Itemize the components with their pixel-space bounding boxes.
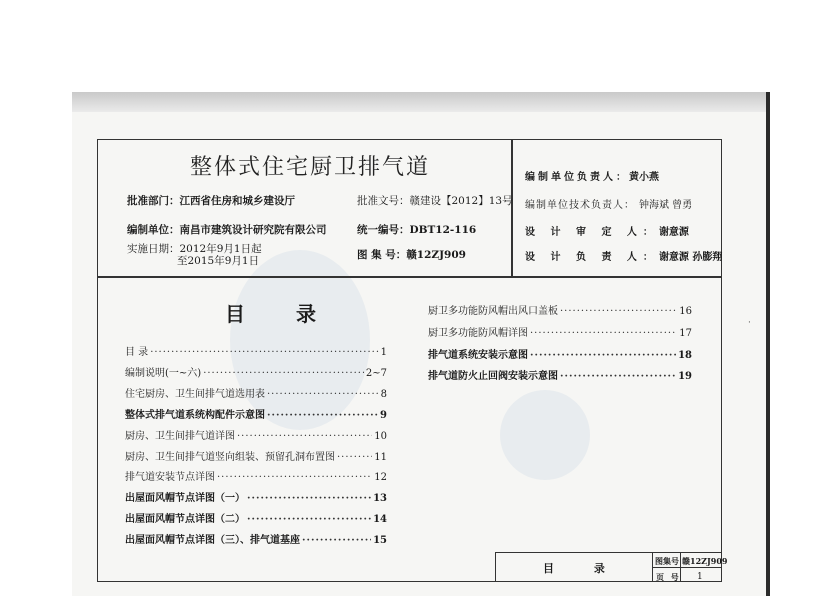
responsible-value: 钟海斌 曾勇 — [639, 200, 693, 211]
toc-entry-title: 出屋面风帽节点详图（一） — [125, 493, 245, 505]
footer-page-value: 1 — [697, 572, 703, 582]
responsible-label: 设 计 审 定 人： — [525, 227, 659, 238]
compiler-value: 南昌市建筑设计研究院有限公司 — [179, 224, 327, 236]
footer-atlas-label: 图集号 — [655, 556, 679, 566]
toc-entry — [125, 343, 387, 358]
approval-doc-line — [357, 193, 513, 208]
toc-entry-title: 整体式排气道系统构配件示意图 — [125, 409, 265, 421]
toc-leader-dots — [302, 535, 371, 546]
approval-label: 批准部门： — [127, 195, 180, 207]
toc-leader-dots — [150, 347, 378, 358]
toc-entry-page: 12 — [374, 472, 387, 484]
toc-entry — [125, 468, 387, 483]
toc-entry — [428, 324, 692, 339]
toc-entry — [125, 427, 387, 442]
effective-label: 实施日期： — [127, 243, 180, 255]
unified-no-label: 统一编号： — [357, 224, 410, 236]
footer-atlas-value: 赣12ZJ909 — [682, 556, 728, 566]
toc-entry-page: 13 — [373, 493, 387, 505]
toc-leader-dots — [267, 389, 379, 400]
toc-entry-title: 出屋面风帽节点详图（二） — [125, 514, 245, 526]
toc-leader-dots — [203, 368, 364, 379]
toc-entry — [125, 531, 387, 546]
toc-entry-title: 厨卫多功能防风帽出风口盖板 — [428, 306, 558, 317]
toc-entry-title: 排气道安装节点详图 — [125, 472, 215, 484]
toc-leader-dots — [247, 493, 371, 504]
scan-speck: · — [748, 318, 751, 328]
responsible-reviewer — [525, 223, 689, 238]
responsible-value: 谢意源 — [658, 227, 689, 238]
toc-heading: 目 录 — [225, 302, 338, 326]
toc-entry — [125, 489, 387, 504]
effective-from: 2012年9月1日起 — [179, 243, 262, 255]
scan-edge — [766, 92, 770, 596]
toc-entry — [125, 364, 387, 379]
footer-page-label: 页 号 — [656, 572, 681, 582]
responsible-designer — [525, 248, 722, 263]
toc-entry-title: 排气道防火止回阀安装示意图 — [428, 371, 558, 383]
toc-entry-page: 17 — [679, 327, 692, 339]
approval-value: 江西省住房和城乡建设厅 — [179, 195, 295, 207]
toc-entry-page: 10 — [374, 430, 387, 442]
toc-entry-title: 编制说明(一~六) — [125, 367, 202, 379]
toc-leader-dots — [560, 306, 677, 317]
responsible-label: 编制单位负责人： — [525, 172, 629, 183]
toc-leader-dots — [560, 371, 676, 382]
unified-no-line — [357, 222, 476, 237]
responsible-label: 编制单位技术负责人： — [525, 200, 635, 211]
toc-entry-page: 1 — [380, 347, 387, 358]
toc-entry-title: 排气道系统安装示意图 — [428, 349, 528, 361]
approval-doc-value: 赣建设【2012】13号 — [409, 195, 513, 207]
toc-entry — [428, 346, 692, 361]
toc-entry-page: 8 — [380, 388, 387, 400]
footer-title: 目 录 — [543, 562, 623, 575]
atlas-no-label: 图 集 号： — [357, 249, 407, 261]
toc-leader-dots — [247, 514, 371, 525]
toc-entry-page: 11 — [374, 451, 387, 463]
responsible-compiler — [525, 168, 659, 183]
toc-entry — [428, 367, 692, 382]
responsible-value: 黄小燕 — [629, 172, 659, 183]
approval-line — [127, 193, 295, 208]
toc-entry-page: 9 — [380, 409, 387, 421]
toc-leader-dots — [337, 452, 372, 463]
effective-to: 至2015年9月1日 — [177, 255, 260, 267]
toc-entry-title: 住宅厨房、卫生间排气道选用表 — [125, 388, 265, 400]
header-column-divider — [511, 139, 513, 277]
toc-entry-title: 出屋面风帽节点详图（三）、排气道基座 — [125, 535, 300, 547]
toc-entry-page: 15 — [373, 535, 387, 547]
toc-entry — [125, 385, 387, 400]
footer-left-line — [495, 552, 496, 582]
toc-entry-title: 目 录 — [125, 347, 149, 358]
toc-entry-page: 18 — [678, 349, 692, 361]
toc-leader-dots — [237, 431, 372, 442]
unified-no-value: DBT12-116 — [409, 224, 477, 236]
toc-entry-page: 19 — [678, 371, 692, 383]
scan-shadow — [72, 92, 768, 114]
toc-entry-page: 2~7 — [365, 367, 387, 379]
toc-leader-dots — [267, 410, 378, 421]
toc-entry-page: 16 — [679, 306, 692, 317]
toc-entry-page: 14 — [373, 514, 387, 526]
responsible-value: 谢意源 孙膨翔 — [658, 252, 723, 263]
toc-entry-title: 厨房、卫生间排气道详图 — [125, 430, 235, 442]
toc-leader-dots — [530, 328, 677, 339]
atlas-no-line — [357, 247, 466, 262]
toc-entry — [125, 448, 387, 463]
toc-entry — [125, 406, 387, 421]
approval-doc-label: 批准文号： — [357, 195, 410, 207]
responsible-tech — [525, 196, 692, 211]
toc-leader-dots — [530, 350, 676, 361]
header-divider — [97, 276, 722, 278]
atlas-no-value: 赣12ZJ909 — [406, 249, 466, 261]
compiler-label: 编制单位： — [127, 224, 180, 236]
toc-entry — [125, 510, 387, 525]
footer-row-line — [652, 567, 722, 568]
compiler-line — [127, 222, 327, 237]
document-title: 整体式住宅厨卫排气道 — [190, 155, 431, 180]
toc-entry-title: 厨卫多功能防风帽详图 — [428, 327, 528, 339]
toc-entry-title: 厨房、卫生间排气道竖向组装、预留孔洞布置图 — [125, 451, 335, 463]
footer-top-line — [495, 552, 722, 553]
responsible-label: 设 计 负 责 人： — [525, 252, 659, 263]
toc-entry — [428, 302, 692, 317]
toc-leader-dots — [217, 472, 372, 483]
